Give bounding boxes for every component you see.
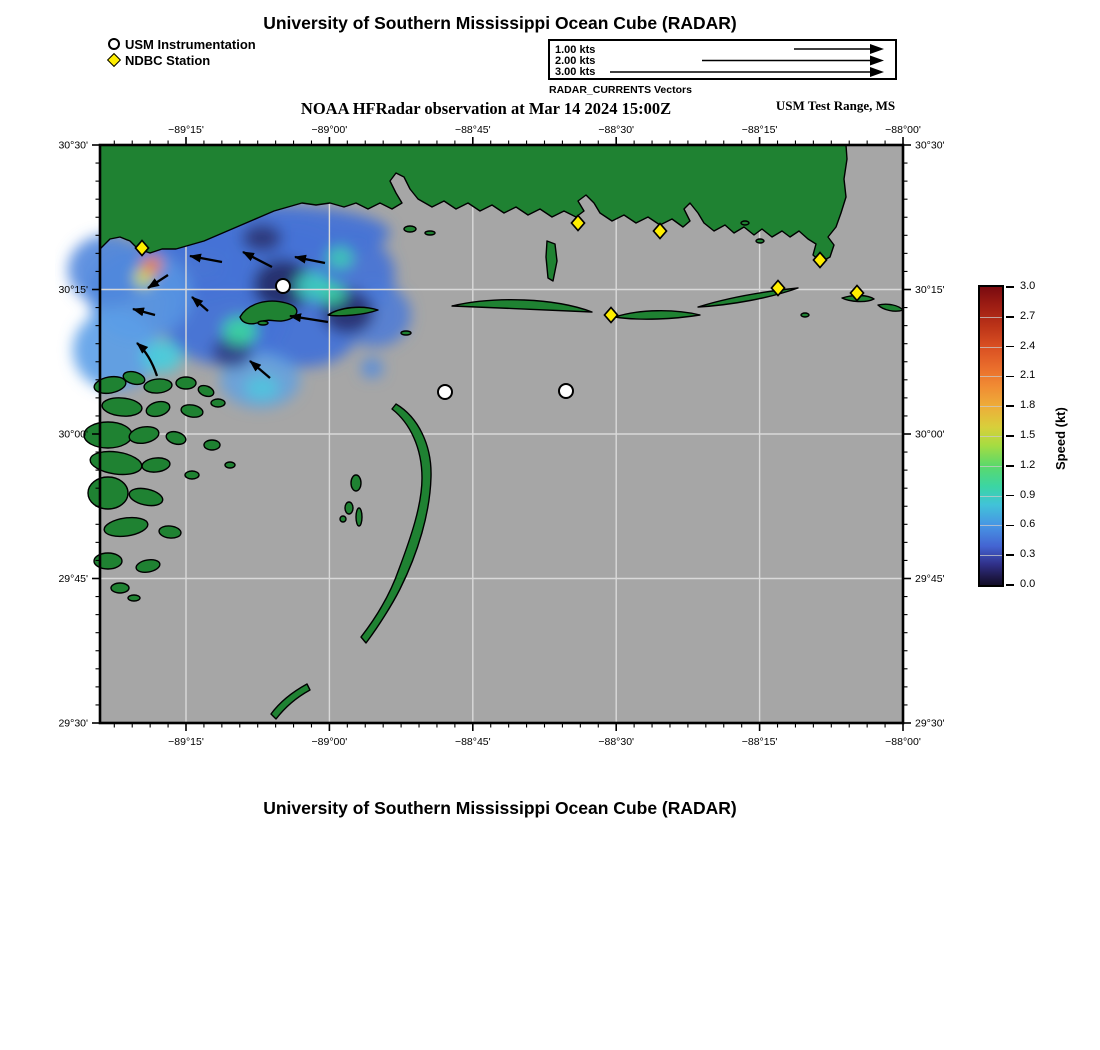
- colorbar-tick: [1006, 346, 1014, 348]
- colorbar-tick-label: 0.3: [1020, 548, 1036, 561]
- colorbar-tick-label: 2.1: [1020, 369, 1036, 382]
- usm-station-marker: [559, 384, 573, 398]
- usm-station-marker: [276, 279, 290, 293]
- colorbar-tick-label: 0.0: [1020, 578, 1036, 590]
- axis-tick-label: 30°30': [915, 139, 945, 152]
- colorbar-separator: [980, 406, 1002, 407]
- axis-tick-label: 29°45': [58, 573, 88, 585]
- marsh-island: [84, 422, 132, 448]
- axis-tick-label: 30°15': [58, 284, 88, 296]
- colorbar-separator: [980, 347, 1002, 348]
- legend-item-usm: [108, 36, 256, 52]
- vector-scale-caption: RADAR_CURRENTS Vectors: [549, 84, 692, 96]
- colorbar-separator: [980, 555, 1002, 556]
- marsh-island: [211, 399, 225, 407]
- marsh-island: [741, 221, 749, 225]
- axis-tick-label: −89°15': [168, 124, 204, 136]
- marsh-island: [185, 471, 199, 479]
- vector-scale-label: 2.00 kts: [555, 55, 596, 67]
- marsh-island: [204, 440, 220, 450]
- marsh-island: [225, 462, 235, 468]
- axis-tick-label: −88°30': [598, 736, 635, 748]
- marsh-island: [94, 553, 122, 569]
- observation-subtitle: NOAA HFRadar observation at Mar 14 2024 15:00Z: [300, 99, 672, 118]
- colorbar-tick: [1006, 405, 1014, 407]
- colorbar-tick-label: 0.9: [1020, 488, 1036, 501]
- speed-blob: [361, 358, 383, 378]
- colorbar-tick: [1006, 554, 1014, 556]
- colorbar-tick-label: 1.2: [1020, 458, 1036, 471]
- axis-tick-label: −88°00': [885, 124, 921, 136]
- axis-tick-label: 29°30': [58, 717, 88, 730]
- axis-tick-label: 29°45': [915, 573, 945, 585]
- legend-item-ndbc: [108, 52, 256, 68]
- map-plot: [55, 118, 960, 768]
- axis-tick-label: 30°30': [58, 139, 88, 152]
- legend-label: USM Instrumentation: [125, 36, 256, 52]
- figure-title-bottom: University of Southern Mississippi Ocean Cube (RADAR): [263, 798, 737, 818]
- colorbar: [978, 280, 1036, 590]
- legend-label: NDBC Station: [125, 52, 211, 68]
- axis-tick-label: −88°00': [885, 736, 921, 748]
- axis-tick-label: 30°00': [58, 428, 88, 441]
- colorbar-tick-label: 2.4: [1020, 339, 1036, 352]
- colorbar-separator: [980, 436, 1002, 437]
- marsh-island: [351, 475, 361, 491]
- colorbar-tick-label: 1.8: [1020, 399, 1036, 412]
- colorbar-tick: [1006, 465, 1014, 467]
- vector-scale-arrowhead-icon: [870, 56, 884, 66]
- colorbar-tick: [1006, 376, 1014, 378]
- marsh-island: [345, 502, 353, 514]
- axis-tick-label: −88°45': [454, 736, 491, 748]
- usm-circle-icon: [108, 38, 120, 50]
- colorbar-separator: [980, 376, 1002, 377]
- axis-tick-label: −88°15': [741, 736, 778, 748]
- colorbar-tick: [1006, 495, 1014, 497]
- marsh-island: [88, 477, 128, 509]
- colorbar-tick-label: 3.0: [1020, 280, 1036, 292]
- vector-scale-label: 1.00 kts: [555, 44, 596, 56]
- ndbc-diamond-icon: [107, 53, 121, 67]
- marsh-island: [128, 595, 140, 601]
- colorbar-tick: [1006, 584, 1014, 586]
- vector-scale-arrowhead-icon: [870, 67, 884, 77]
- speed-blob: [142, 256, 162, 274]
- axis-tick-label: 29°30': [915, 717, 945, 730]
- axis-tick-label: 30°15': [915, 284, 945, 296]
- axis-tick-label: −88°30': [598, 124, 635, 136]
- region-label: USM Test Range, MS: [775, 98, 896, 113]
- axis-tick-label: −89°00': [311, 736, 348, 748]
- axis-tick-label: 30°00': [915, 428, 945, 441]
- colorbar-separator: [980, 317, 1002, 318]
- marsh-island: [801, 313, 809, 317]
- colorbar-separator: [980, 466, 1002, 467]
- axis-tick-label: −88°45': [454, 124, 491, 136]
- axis-tick-label: −89°00': [311, 124, 348, 136]
- vector-scale-arrowhead-icon: [870, 44, 884, 54]
- colorbar-tick: [1006, 435, 1014, 437]
- speed-blob: [245, 376, 279, 400]
- marsh-island: [340, 516, 346, 522]
- speed-blob: [327, 247, 353, 269]
- axis-tick-label: −89°15': [168, 736, 204, 748]
- marsh-island: [176, 377, 196, 389]
- colorbar-separator: [980, 525, 1002, 526]
- figure-title-top: University of Southern Mississippi Ocean Cube (RADAR): [263, 13, 737, 33]
- colorbar-separator: [980, 496, 1002, 497]
- marsh-island: [401, 331, 411, 335]
- colorbar-tick-label: 2.7: [1020, 309, 1036, 322]
- colorbar-tick: [1006, 286, 1014, 288]
- marsh-island: [425, 231, 435, 235]
- usm-station-marker: [438, 385, 452, 399]
- marsh-island: [404, 226, 416, 232]
- marsh-island: [111, 583, 129, 593]
- marsh-island: [356, 508, 362, 526]
- vector-scale-label: 3.00 kts: [555, 66, 596, 78]
- colorbar-tick: [1006, 525, 1014, 527]
- vector-scale-box: [548, 39, 897, 80]
- colorbar-tick: [1006, 316, 1014, 318]
- speed-blob: [242, 224, 282, 252]
- axis-tick-label: −88°15': [741, 124, 778, 136]
- marsh-island: [756, 239, 764, 243]
- vector-scale-arrows: [550, 41, 894, 77]
- colorbar-title: Speed (kt): [1053, 407, 1068, 470]
- legend: [108, 36, 256, 68]
- speed-blob: [320, 283, 346, 305]
- colorbar-tick-label: 0.6: [1020, 518, 1036, 531]
- colorbar-tick-label: 1.5: [1020, 429, 1036, 441]
- marsh-island: [258, 321, 268, 325]
